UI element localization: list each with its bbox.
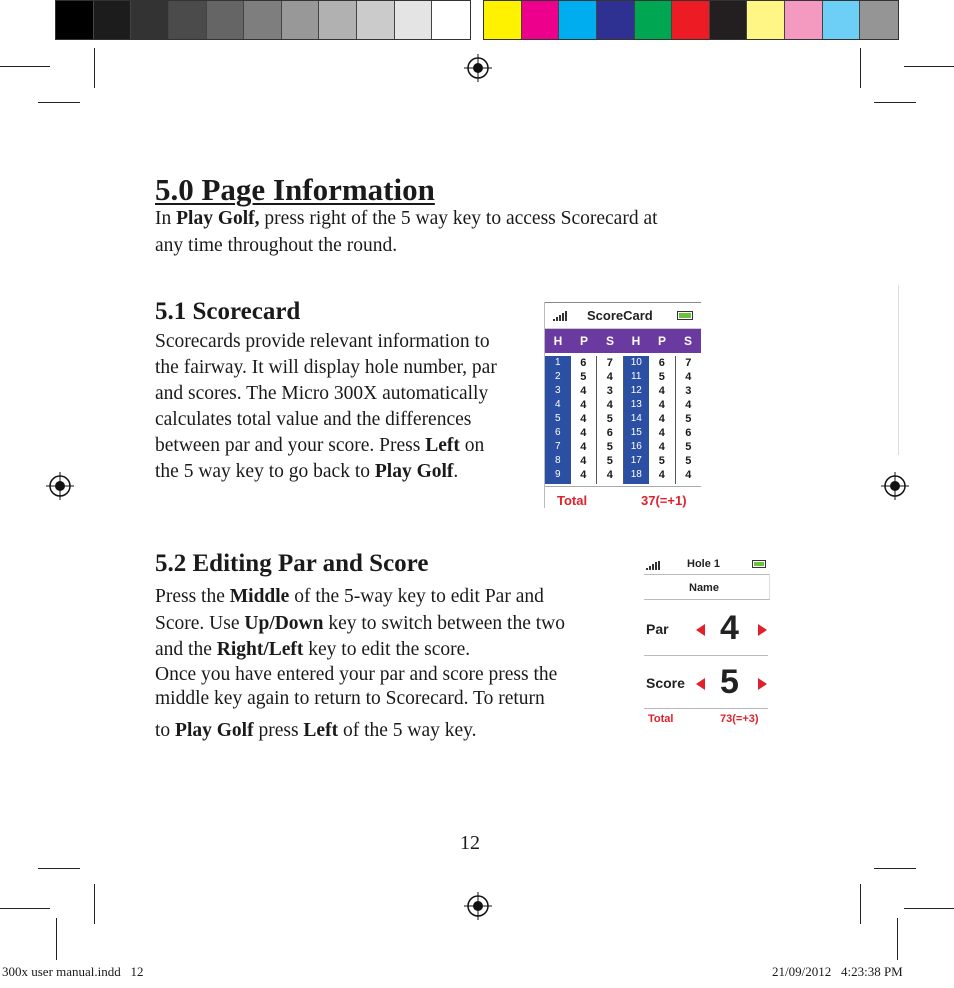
crop-mark (0, 908, 50, 909)
par-increase-arrow-icon[interactable] (758, 624, 767, 636)
par-cell: 4 (580, 469, 587, 481)
color-swatch (559, 1, 597, 39)
back-holes-column (624, 356, 650, 484)
par-cell: 4 (658, 441, 665, 453)
registration-mark-icon (464, 892, 492, 920)
crop-mark (0, 66, 50, 67)
par-cell: 4 (580, 427, 587, 439)
header-score: S (605, 334, 614, 348)
color-swatch (94, 1, 132, 39)
par-cell: 5 (580, 371, 587, 383)
color-swatch (672, 1, 710, 39)
color-swatch (56, 1, 94, 39)
score-cell: 5 (685, 455, 692, 467)
name-field[interactable] (644, 574, 770, 600)
scorecard-title: ScoreCard (587, 308, 653, 323)
scorecard-status-bar (545, 302, 701, 329)
process-color-bar (483, 0, 899, 40)
section-5-2-line-4: Once you have entered your par and score press the (155, 664, 558, 685)
hole-number-cell: 15 (630, 427, 642, 438)
header-par: P (579, 334, 588, 348)
section-5-1-line-6: the 5 way key to go back to Play Golf. (155, 461, 459, 482)
hole-number-cell: 4 (554, 399, 561, 410)
registration-mark-icon (464, 54, 492, 82)
scorecard-table (545, 353, 701, 484)
score-cell: 5 (685, 413, 692, 425)
hole-number-cell: 10 (630, 357, 642, 368)
par-cell: 6 (658, 357, 665, 369)
crop-mark (874, 868, 916, 869)
score-cell: 5 (606, 441, 613, 453)
score-value: 5 (720, 663, 739, 701)
score-cell: 4 (606, 399, 613, 411)
back-par-column (649, 356, 676, 484)
section-5-2-line-6: to Play Golf press Left of the 5 way key. (155, 720, 477, 741)
section-5-1-line-4: calculates total value and the differences (155, 409, 472, 430)
header-hole: H (631, 334, 641, 348)
hole-number-cell: 8 (554, 455, 561, 466)
section-5-2-title: 5.2 Editing Par and Score (155, 550, 429, 577)
color-swatch (319, 1, 357, 39)
color-swatch (432, 1, 470, 39)
hole-number-cell: 5 (554, 413, 561, 424)
par-cell: 4 (580, 413, 587, 425)
registration-mark-icon (881, 472, 909, 500)
section-5-2-line-1: Press the Middle of the 5-way key to edit Par and (155, 586, 544, 607)
signal-strength-icon (646, 561, 660, 570)
section-5-0-line-2: any time throughout the round. (155, 235, 398, 256)
color-swatch (169, 1, 207, 39)
par-cell: 4 (658, 469, 665, 481)
color-swatch (207, 1, 245, 39)
scorecard-total-row (545, 486, 701, 513)
battery-icon (677, 311, 693, 320)
section-5-2-line-5: middle key again to return to Scorecard. To return (155, 688, 545, 709)
section-5-1-title: 5.1 Scorecard (155, 298, 301, 325)
score-cell: 6 (606, 427, 613, 439)
back-score-column (676, 356, 702, 484)
page-edge-line (898, 285, 899, 455)
par-cell: 4 (580, 399, 587, 411)
hole-number-cell: 12 (630, 385, 642, 396)
edit-par-score-screen (642, 555, 770, 735)
par-cell: 4 (580, 455, 587, 467)
name-label: Name (689, 582, 719, 594)
grayscale-color-bar (55, 0, 471, 40)
header-hole: H (553, 334, 563, 348)
crop-mark (56, 918, 57, 960)
section-5-0-line-1: In Play Golf, press right of the 5 way key to access Scorecard at (155, 208, 658, 229)
color-swatch (635, 1, 673, 39)
scorecard-screen (544, 302, 701, 508)
par-cell: 4 (658, 413, 665, 425)
front-score-column (597, 356, 624, 484)
par-cell: 4 (658, 385, 665, 397)
score-cell: 3 (685, 385, 692, 397)
crop-mark (897, 918, 898, 960)
hole-number-cell: 6 (554, 427, 561, 438)
hole-number-cell: 13 (630, 399, 642, 410)
header-par: P (657, 334, 666, 348)
editor-total-value: 73(=+3) (720, 713, 759, 725)
editor-total-label: Total (648, 713, 674, 725)
color-swatch (860, 1, 898, 39)
section-5-1-line-2: the fairway. It will display hole number, par (155, 357, 497, 378)
section-5-0-title: 5.0 Page Information (155, 172, 435, 207)
front-holes-column (545, 356, 571, 484)
score-cell: 6 (685, 427, 692, 439)
color-swatch (282, 1, 320, 39)
crop-mark (94, 884, 95, 924)
color-swatch (131, 1, 169, 39)
par-value: 4 (720, 609, 739, 647)
score-cell: 4 (685, 371, 692, 383)
score-cell: 4 (685, 469, 692, 481)
hole-number: Hole 1 (687, 558, 721, 570)
color-swatch (357, 1, 395, 39)
par-cell: 4 (580, 441, 587, 453)
par-decrease-arrow-icon[interactable] (696, 624, 705, 636)
color-swatch (747, 1, 785, 39)
color-swatch (710, 1, 748, 39)
color-swatch (785, 1, 823, 39)
score-cell: 4 (685, 399, 692, 411)
page-number: 12 (460, 832, 480, 854)
color-swatch (522, 1, 560, 39)
score-cell: 7 (685, 357, 692, 369)
front-par-column (571, 356, 598, 484)
crop-mark (904, 908, 954, 909)
color-swatch (484, 1, 522, 39)
section-5-2-line-3: and the Right/Left key to edit the score. (155, 639, 471, 660)
score-cell: 5 (606, 455, 613, 467)
score-cell: 4 (606, 469, 613, 481)
par-label: Par (646, 621, 669, 637)
score-cell: 5 (685, 441, 692, 453)
registration-mark-icon (46, 472, 74, 500)
score-cell: 3 (606, 385, 613, 397)
hole-number-cell: 2 (554, 371, 561, 382)
hole-number-cell: 17 (630, 455, 642, 466)
hole-number-cell: 18 (630, 469, 642, 480)
crop-mark (94, 48, 95, 88)
score-increase-arrow-icon[interactable] (758, 678, 767, 690)
crop-mark (860, 884, 861, 924)
hole-number-cell: 3 (554, 385, 561, 396)
divider (644, 655, 768, 656)
score-label: Score (646, 675, 685, 691)
color-swatch (395, 1, 433, 39)
color-swatch (597, 1, 635, 39)
par-cell: 4 (658, 399, 665, 411)
total-value: 37(=+1) (641, 493, 687, 508)
battery-icon (752, 560, 766, 568)
total-label: Total (557, 493, 588, 508)
par-cell: 4 (580, 385, 587, 397)
par-cell: 4 (658, 427, 665, 439)
par-cell: 5 (658, 455, 665, 467)
hole-number-cell: 7 (554, 441, 561, 452)
hole-number-cell: 11 (631, 371, 642, 382)
hole-number-cell: 14 (630, 413, 642, 424)
par-cell: 6 (580, 357, 587, 369)
color-swatch (244, 1, 282, 39)
slug-timestamp: 21/09/2012 4:23:38 PM (772, 964, 903, 979)
hole-number-cell: 9 (554, 469, 561, 480)
section-5-2-line-2: Score. Use Up/Down key to switch between the two (155, 613, 565, 634)
crop-mark (38, 102, 80, 103)
par-cell: 5 (658, 371, 665, 383)
hole-number-cell: 16 (630, 441, 642, 452)
crop-mark (860, 48, 861, 88)
crop-mark (874, 102, 916, 103)
score-decrease-arrow-icon[interactable] (696, 678, 705, 690)
section-5-1-line-1: Scorecards provide relevant information to (155, 331, 490, 352)
divider (644, 708, 768, 709)
scorecard-header-row (545, 329, 701, 353)
hole-number-cell: 1 (554, 357, 561, 368)
section-5-1-line-5: between par and your score. Press Left on (155, 435, 485, 456)
crop-mark (38, 868, 80, 869)
section-5-1-line-3: and scores. The Micro 300X automatically (155, 383, 489, 404)
score-cell: 5 (606, 413, 613, 425)
signal-strength-icon (553, 311, 567, 321)
slug-file-name: 300x user manual.indd 12 (2, 964, 144, 979)
header-score: S (683, 334, 692, 348)
crop-mark (904, 66, 954, 67)
score-cell: 7 (606, 357, 613, 369)
color-swatch (823, 1, 861, 39)
score-cell: 4 (606, 371, 613, 383)
